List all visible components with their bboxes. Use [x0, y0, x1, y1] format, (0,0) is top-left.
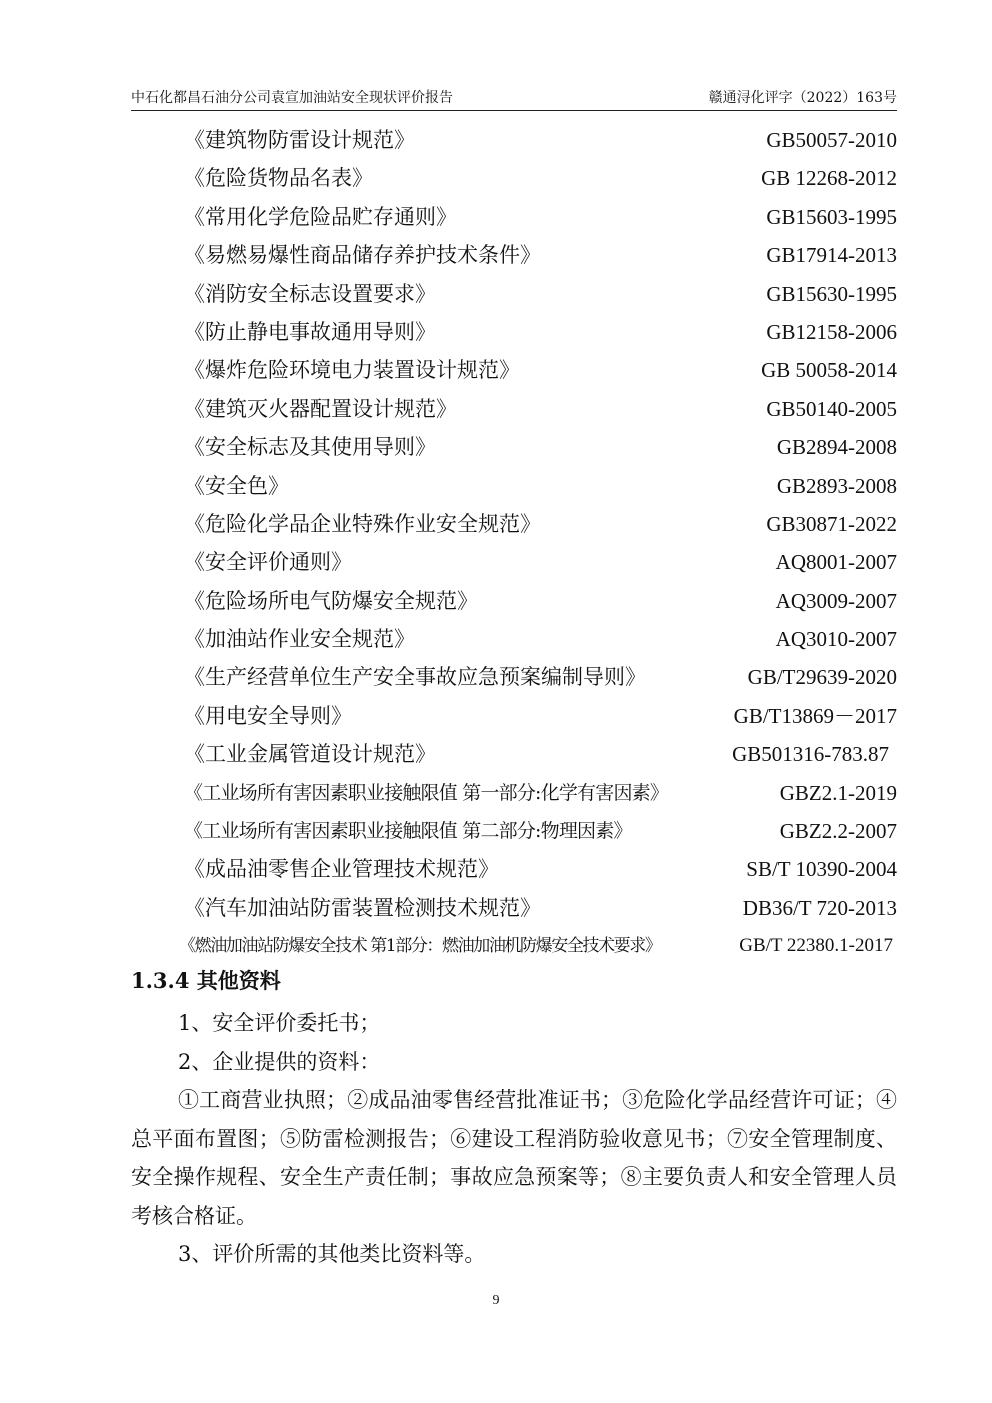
- standard-title: 《安全评价通则》: [184, 550, 352, 575]
- standard-row: [131, 543, 897, 581]
- page-header: [131, 86, 897, 111]
- standard-row: [131, 889, 897, 927]
- paragraph: 2、企业提供的资料：: [178, 1049, 381, 1074]
- standard-row: [131, 505, 897, 543]
- standard-code: GB50057-2010: [766, 128, 897, 152]
- standard-row: [131, 351, 897, 389]
- standard-row: [131, 159, 897, 197]
- standards-list: [131, 121, 897, 966]
- standard-code: GB/T29639-2020: [747, 665, 897, 690]
- standard-title: 《危险化学品企业特殊作业安全规范》: [184, 511, 541, 536]
- standard-title: 《生产经营单位生产安全事故应急预案编制导则》: [184, 665, 646, 690]
- standard-code: AQ8001-2007: [775, 550, 897, 575]
- standard-code: GB15630-1995: [766, 281, 897, 306]
- standard-code: GBZ2.1-2019: [779, 780, 897, 805]
- standard-row: [131, 850, 897, 888]
- paragraph: 3、评价所需的其他类比资料等。: [178, 1242, 486, 1266]
- paragraph: ①工商营业执照；②成品油零售经营批准证书；③危险化学品经营许可证；④总平面布置图；⑤防雷检测报告；⑥建设工程消防验收意见书；⑦安全管理制度、安全操作规程、安全生产责任制；事故应急预案等；⑧主要负责人和安全管理人员考核合格证。: [131, 1088, 897, 1228]
- standard-row: [131, 735, 897, 773]
- standard-code: SB/T 10390-2004: [746, 857, 897, 882]
- standard-title: 《常用化学危险品贮存通则》: [184, 204, 457, 229]
- standard-code: AQ3009-2007: [775, 588, 897, 613]
- standard-code: GB17914-2013: [766, 243, 897, 268]
- header-report-title: 中石化都昌石油分公司袁宣加油站安全现状评价报告: [131, 90, 453, 106]
- standard-code: GB/T13869－2017: [733, 703, 897, 728]
- standard-title: 《工业场所有害因素职业接触限值 第一部分:化学有害因素》: [184, 781, 669, 804]
- standard-title: 《危险场所电气防爆安全规范》: [184, 588, 478, 613]
- standard-row: [131, 812, 897, 850]
- standard-code: GBZ2.2-2007: [779, 819, 897, 844]
- standard-code: AQ3010-2007: [775, 627, 897, 652]
- standard-code: GB501316-783.87: [732, 742, 889, 767]
- standard-row: [131, 927, 897, 965]
- standard-code: DB36/T 720-2013: [742, 895, 897, 920]
- standard-title: 《爆炸危险环境电力装置设计规范》: [184, 358, 520, 383]
- standard-title: 《建筑灭火器配置设计规范》: [184, 396, 457, 421]
- standard-title: 《安全标志及其使用导则》: [184, 435, 436, 460]
- standard-title: 《防止静电事故通用导则》: [184, 319, 436, 344]
- standard-title: 《成品油零售企业管理技术规范》: [184, 857, 499, 882]
- standard-code: GB30871-2022: [766, 511, 897, 536]
- standard-row: [131, 467, 897, 505]
- standard-row: [131, 121, 897, 159]
- standard-title: 《危险货物品名表》: [184, 166, 373, 191]
- standard-title: 《安全色》: [184, 473, 289, 498]
- page-number: 9: [492, 1293, 500, 1308]
- standard-row: [131, 236, 897, 274]
- standard-code: GB/T 22380.1-2017: [739, 935, 893, 957]
- standard-row: [131, 313, 897, 351]
- standard-title: 《消防安全标志设置要求》: [184, 281, 436, 306]
- standard-code: GB12158-2006: [766, 319, 897, 344]
- standard-code: GB 12268-2012: [761, 166, 897, 191]
- standard-code: GB50140-2005: [766, 396, 897, 421]
- standard-title: 《工业金属管道设计规范》: [184, 742, 436, 767]
- standard-title: 《加油站作业安全规范》: [184, 627, 415, 652]
- standard-title: 《用电安全导则》: [184, 703, 352, 728]
- standard-title: 《工业场所有害因素职业接触限值 第二部分:物理因素》: [184, 820, 632, 843]
- standard-row: [131, 198, 897, 236]
- standard-title: 《易燃易爆性商品储存养护技术条件》: [184, 243, 541, 268]
- standard-title: 《建筑物防雷设计规范》: [184, 128, 415, 152]
- section-body: [131, 1004, 897, 1274]
- standard-row: [131, 620, 897, 658]
- standard-row: [131, 390, 897, 428]
- standard-row: [131, 658, 897, 696]
- standard-row: [131, 428, 897, 466]
- section-heading: 1.3.4 其他资料: [131, 968, 281, 993]
- header-document-number: 赣通浔化评字（2022）163号: [708, 90, 897, 106]
- standard-row: [131, 774, 897, 812]
- standard-code: GB15603-1995: [766, 204, 897, 229]
- paragraph: 1、安全评价委托书；: [178, 1011, 381, 1035]
- standard-row: [131, 275, 897, 313]
- standard-code: GB2893-2008: [776, 473, 897, 498]
- standard-row: [131, 697, 897, 735]
- standard-title: 《汽车加油站防雷装置检测技术规范》: [184, 895, 541, 920]
- standard-code: GB 50058-2014: [761, 358, 897, 383]
- standard-title: 《燃油加油站防爆安全技术 第1部分：燃油加油机防爆安全技术要求》: [179, 936, 661, 957]
- standard-code: GB2894-2008: [776, 435, 897, 460]
- standard-row: [131, 582, 897, 620]
